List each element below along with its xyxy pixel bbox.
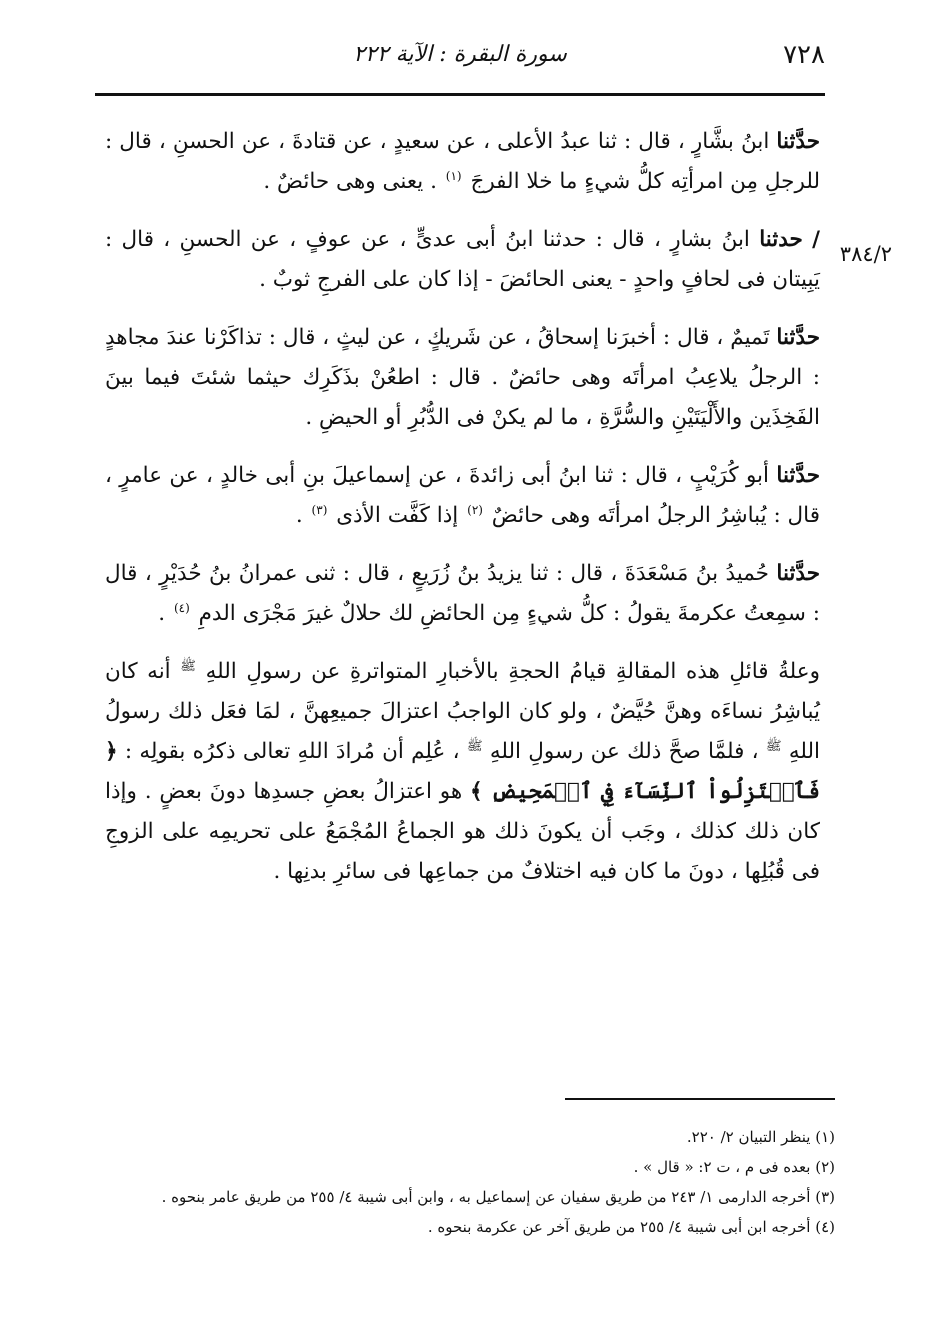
hadith-lead: حدثنا — [759, 227, 803, 252]
footnote-2: (٢) بعده فى م ، ت ٢: « قال » . — [633, 1158, 835, 1176]
honorific-glyph: ﷺ — [466, 738, 483, 754]
footnote-ref: (٤) — [173, 600, 190, 615]
hadith-paragraph-4 — [105, 456, 820, 536]
hadith-text-tail: . — [158, 601, 166, 626]
hadith-lead: حدَّثنا — [776, 561, 820, 586]
footnote-ref: (٣) — [311, 502, 328, 517]
page-break-mark: / — [812, 227, 820, 252]
footnote-4: (٤) أخرجه ابن أبى شيبة ٤/ ٢٥٥ من طريق آخر عن عكرمة بنحوه . — [427, 1218, 835, 1236]
page-number: ٧٢٨ — [783, 40, 825, 70]
commentary-text: وعلةُ قائلِ هذه المقالةِ قيامُ الحجةِ بالأخبارِ المتواترةِ عن رسولِ اللهِ — [205, 659, 820, 684]
page-header — [95, 38, 825, 78]
footnotes — [95, 1122, 835, 1242]
hadith-text: حُميدُ بنُ مَسْعَدَةَ ، قال : ثنا يزيدُ بنُ زُرَيعٍ ، قال : ثنى عمرانُ بنُ حُدَيْرٍ ، قال : سمِعتُ عكرمةَ يقولُ : كلُّ شيءٍ مِن الحائضِ لك حلالٌ غيرَ مَجْرَى الدمِ — [105, 561, 820, 626]
commentary-text: هو اعتزالُ بعضِ جسدِها دونَ بعضٍ . وإذا كان ذلك كذلك ، وجَب أن يكونَ ذلك هو الجماعُ المُجْمَعُ على تحريمِه على الزوجِ فى قُبُلِها ، دونَ ما كان فيه اختلافٌ من جماعِها فى سائرِ بدنِها . — [105, 779, 820, 884]
hadith-text: تَميمٌ ، قال : أخبرَنا إسحاقُ ، عن شَريكٍ ، عن ليثٍ ، قال : تذاكَرْنا عندَ مجاهدٍ : الرجلُ يلاعِبُ امرأتَه وهى حائضٌ . قال : اطعُنْ بذَكَرِك حيثما شئتَ فيما بينَ الفَخِذَين والأَلْيَتَيْنِ والسُّرَّةِ ، ما لم يكنْ فى الدُّبُرِ أو الحيضِ . — [105, 325, 820, 430]
hadith-text: ابنُ بشَّارٍ ، قال : ثنا عبدُ الأعلى ، عن سعيدٍ ، عن قتادةَ ، عن الحسنِ ، قال : للرجلِ مِن امرأتِه كلُّ شيءٍ ما خلا الفرجَ — [105, 129, 820, 194]
hadith-paragraph-3 — [105, 318, 820, 438]
honorific-glyph: ﷺ — [765, 738, 782, 754]
hadith-paragraph-1 — [105, 122, 820, 202]
hadith-lead: حدَّثنا — [776, 325, 820, 350]
commentary-paragraph — [105, 652, 820, 892]
hadith-paragraph-5 — [105, 554, 820, 634]
footnote-1: (١) ينظر التبيان ٢/ ٢٢٠. — [686, 1128, 835, 1146]
header-rule — [95, 93, 825, 96]
hadith-lead: حدَّثنا — [776, 463, 820, 488]
honorific-glyph: ﷺ — [180, 658, 196, 674]
footnote-ref: (٢) — [467, 502, 483, 517]
hadith-text-tail: . يعنى وهى حائضٌ . — [263, 169, 437, 194]
commentary-text: أنه كان يُباشِرُ نساءَه وهنَّ حُيَّضٌ ، ولو كان الواجبُ اعتزالَ جميعِهنَّ ، لمَا فعَل ذلك رسولُ اللهِ — [105, 659, 820, 764]
commentary-text: ، عُلِم أن مُرادَ اللهِ تعالى ذكرُه بقولِه : — [124, 739, 460, 764]
footnote-3: (٣) أخرجه الدارمى ١/ ٢٤٣ من طريق سفيان عن إسماعيل به ، وابن أبى شيبة ٤/ ٢٥٥ من طريق عامر بنحوه . — [161, 1188, 835, 1206]
hadith-text-tail: . — [295, 503, 303, 528]
footnote-ref: (١) — [445, 168, 462, 183]
commentary-text: ، فلمَّا صحَّ ذلك عن رسولِ اللهِ — [489, 739, 759, 764]
hadith-text-mid: إذا كَفَّت الأذى — [336, 503, 459, 528]
hadith-text: ابنُ بشارٍ ، قال : حدثنا ابنُ أبى عدىٍّ ، عن عوفٍ ، عن الحسنِ ، قال : يَبِيتان فى لحافٍ واحدٍ - يعنى الحائضَ - إذا كان على الفرجِ ثوبٌ . — [105, 227, 820, 292]
hadith-paragraph-2 — [105, 220, 820, 300]
running-title: سورة البقرة : الآية ٢٢٢ — [353, 42, 567, 67]
margin-page-marker: ٣٨٤/٢ — [839, 242, 892, 266]
main-text — [105, 122, 820, 910]
hadith-text: أبو كُرَيْبٍ ، قال : ثنا ابنُ أبى زائدةَ ، عن إسماعيلَ بنِ أبى خالدٍ ، عن عامرٍ ، قال : يُباشِرُ الرجلُ امرأتَه وهى حائضٌ — [105, 463, 820, 528]
footnote-rule — [565, 1098, 835, 1100]
quran-quote: ﴿ فَٱعۡتَزِلُواْ ٱلنِّسَآءَ فِي ٱلۡمَحِيضِ ﴾ — [105, 739, 820, 804]
hadith-lead: حدَّثنا — [776, 129, 820, 154]
